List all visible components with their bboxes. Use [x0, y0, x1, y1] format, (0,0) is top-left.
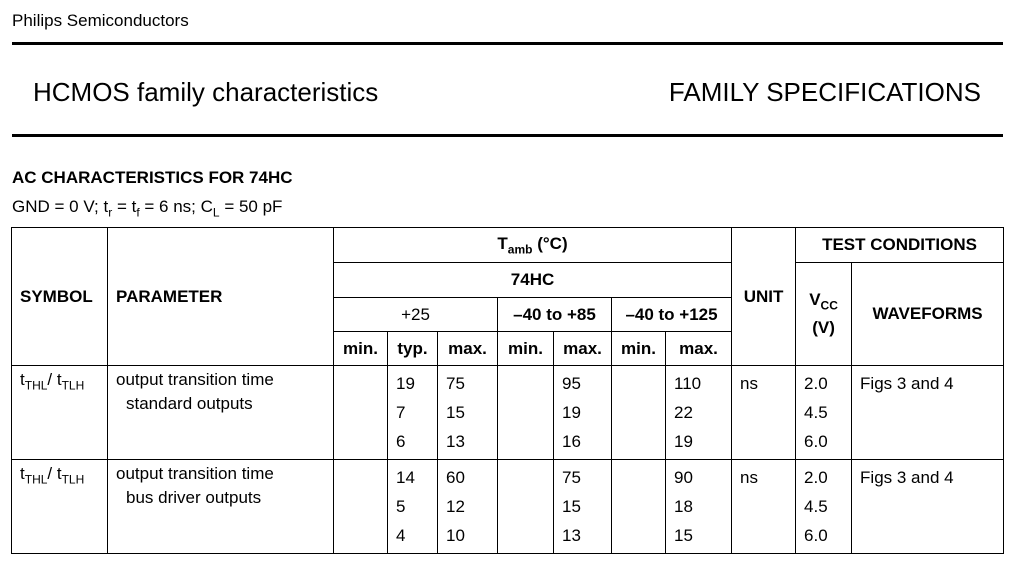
value-cell — [334, 460, 388, 554]
subcol-min: min. — [334, 332, 388, 366]
unit-cell: ns — [732, 366, 796, 460]
value-cell: 75 15 13 — [438, 366, 498, 460]
temp-range-25: +25 — [334, 298, 498, 332]
value-cell — [498, 366, 554, 460]
value-cell: 19 7 6 — [388, 366, 438, 460]
waveforms-cell: Figs 3 and 4 — [852, 366, 1004, 460]
ac-characteristics-table — [11, 227, 1004, 554]
symbol-cell: $t_{THL}/$ $t_{TLH}$ — [12, 460, 108, 554]
vcc-header: $V_{CC}$ (V) — [796, 263, 852, 366]
unit-cell: ns — [732, 460, 796, 554]
subcol-max: max. — [438, 332, 498, 366]
parameter-cell: output transition time bus driver outputs — [108, 460, 334, 554]
subcol-max: max. — [554, 332, 612, 366]
value-cell — [612, 366, 666, 460]
vcc-cell: 2.0 4.5 6.0 — [796, 460, 852, 554]
value-cell: 14 5 4 — [388, 460, 438, 554]
value-cell: 95 19 16 — [554, 366, 612, 460]
header-bottom-rule — [12, 134, 1003, 137]
table-row — [12, 460, 1004, 554]
subcol-typ: typ. — [388, 332, 438, 366]
top-rule — [12, 42, 1003, 45]
waveforms-cell: Figs 3 and 4 — [852, 460, 1004, 554]
symbol-cell: $t_{THL}/$ $t_{TLH}$ — [12, 366, 108, 460]
family-header: 74HC — [334, 263, 732, 298]
section-title: AC CHARACTERISTICS FOR 74HC — [12, 168, 293, 187]
value-cell — [334, 366, 388, 460]
waveforms-header: WAVEFORMS — [852, 263, 1004, 366]
value-cell — [612, 460, 666, 554]
company-name: Philips Semiconductors — [12, 11, 189, 30]
parameter-header: PARAMETER — [108, 228, 334, 366]
table-row — [12, 366, 1004, 460]
temp-range-125: –40 to +125 — [612, 298, 732, 332]
value-cell: 60 12 10 — [438, 460, 498, 554]
value-cell: 110 22 19 — [666, 366, 732, 460]
subcol-min: min. — [498, 332, 554, 366]
symbol-header: SYMBOL — [12, 228, 108, 366]
document-title: HCMOS family characteristics — [33, 77, 379, 107]
section-conditions: GND = 0 V; $t_r = t_f = 6$ ns; $C_L = 50$ pF — [12, 197, 283, 220]
subcol-max: max. — [666, 332, 732, 366]
tamb-header: $T_{amb}$ (°C) — [334, 228, 732, 263]
temp-range-85: –40 to +85 — [498, 298, 612, 332]
subcol-min: min. — [612, 332, 666, 366]
value-cell: 90 18 15 — [666, 460, 732, 554]
parameter-cell: output transition time standard outputs — [108, 366, 334, 460]
document-type: FAMILY SPECIFICATIONS — [668, 77, 981, 107]
value-cell — [498, 460, 554, 554]
value-cell: 75 15 13 — [554, 460, 612, 554]
header-row-1 — [12, 228, 1004, 263]
test-conditions-header: TEST CONDITIONS — [796, 228, 1004, 263]
unit-header: UNIT — [732, 228, 796, 366]
vcc-cell: 2.0 4.5 6.0 — [796, 366, 852, 460]
